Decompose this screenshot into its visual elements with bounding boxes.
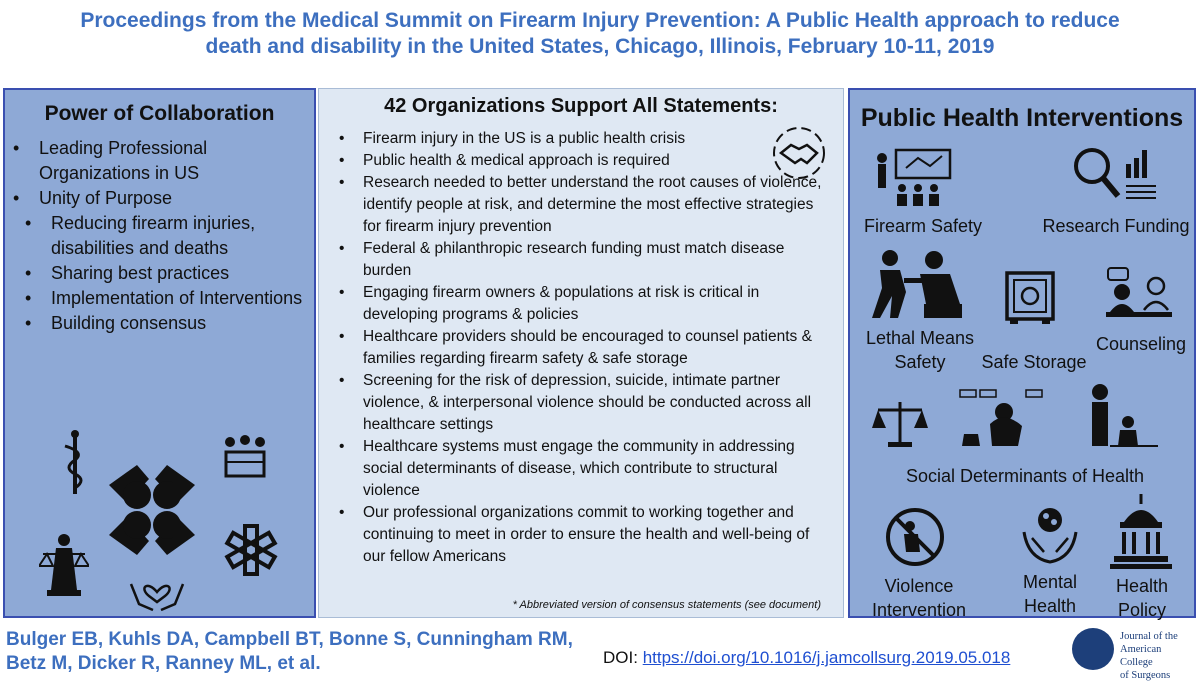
- list-item: • Reducing firearm injuries, disabilities and deaths: [5, 211, 314, 261]
- label-research-funding: Research Funding: [1042, 216, 1190, 236]
- capitol-building-icon: [1110, 494, 1172, 570]
- doi-line: [603, 648, 1010, 668]
- caduceus-icon: [55, 428, 95, 498]
- journal-name: Journal of the American College of Surgeons: [1120, 631, 1178, 681]
- list-item: • Federal & philanthropic research funding must match disease burden: [319, 238, 833, 282]
- collaboration-heading: Power of Collaboration: [44, 102, 275, 125]
- list-item: • Healthcare providers should be encouraged to counsel patients & families regarding firearm safety & safe storage: [319, 326, 833, 370]
- label-counseling: Counseling: [1095, 334, 1187, 354]
- star-of-life-icon: [223, 522, 279, 578]
- label-safe-storage: Safe Storage: [981, 352, 1087, 372]
- label-mental-health: Mental Health: [1022, 572, 1078, 616]
- list-item: • Research needed to better understand the root causes of violence, identify people at risk, and determine the most effective strategies for firearm injury prevention: [319, 172, 833, 238]
- mental-health-icon: [1020, 502, 1080, 566]
- list-item: • Firearm injury in the US is a public health crisis: [319, 128, 833, 150]
- list-item: • Healthcare systems must engage the community in addressing social determinants of disease, which contribute to structural violence: [319, 436, 833, 502]
- interventions-heading: Public Health Interventions: [860, 104, 1184, 132]
- list-item-label: Unity of Purpose: [39, 188, 173, 208]
- doi-link[interactable]: https://doi.org/10.1016/j.jamcollsurg.2019.05.018: [642, 648, 1011, 667]
- label-firearm-safety: Firearm Safety: [863, 216, 983, 236]
- safe-storage-icon: [1004, 270, 1056, 326]
- justice-statue-icon: [39, 530, 89, 600]
- collaboration-list: [5, 136, 314, 211]
- label-social-determinants: Social Determinants of Health: [905, 466, 1145, 486]
- list-item: • Public health & medical approach is required: [319, 150, 833, 172]
- journal-seal-icon: [1072, 628, 1114, 670]
- magnifier-chart-icon: [1070, 144, 1160, 206]
- label-lethal-means-safety: Lethal Means Safety: [865, 328, 975, 372]
- label-health-policy: Health Policy: [1115, 576, 1169, 620]
- statements-heading: 42 Organizations Support All Statements:: [384, 95, 778, 117]
- footnote: * Abbreviated version of consensus statements (see document): [512, 599, 821, 611]
- list-item: • Engaging firearm owners & populations at risk is critical in developing programs & policies: [319, 282, 833, 326]
- list-item: • Building consensus: [5, 311, 314, 336]
- doi-label: DOI:: [603, 648, 638, 667]
- joined-hands-icon: [97, 455, 207, 565]
- homelessness-icon: [956, 386, 1056, 450]
- lethal-means-icon: [868, 248, 966, 320]
- title-line-1: Proceedings from the Medical Summit on Firearm Injury Prevention: A Public Health approach to reduce: [80, 9, 1120, 32]
- violence-intervention-icon: [884, 506, 946, 568]
- list-item: • Screening for the risk of depression, suicide, intimate partner violence, & interpersonal violence should be conducted across all healthcare settings: [319, 370, 833, 436]
- heart-in-hands-icon: [129, 570, 185, 612]
- list-item: [5, 186, 314, 211]
- scales-icon: [872, 398, 928, 448]
- group-meeting-icon: [220, 432, 270, 482]
- label-violence-intervention: Violence Intervention: [871, 576, 967, 620]
- page-title: [0, 8, 1200, 60]
- interventions-panel: [848, 88, 1196, 618]
- statements-list: [319, 128, 843, 568]
- author-list: Bulger EB, Kuhls DA, Campbell BT, Bonne S, Cunningham RM, Betz M, Dicker R, Ranney ML, et al.: [6, 629, 573, 674]
- firearm-training-icon: [872, 148, 952, 208]
- list-item: • Leading Professional Organizations in US: [5, 136, 314, 186]
- list-item: • Sharing best practices: [5, 261, 314, 286]
- title-line-2: death and disability in the United States, Chicago, Illinois, February 10-11, 2019: [205, 35, 995, 58]
- statements-panel: [318, 88, 844, 618]
- poverty-family-icon: [1080, 382, 1160, 450]
- journal-logo: [1072, 628, 1196, 681]
- counseling-icon: [1104, 266, 1174, 326]
- unity-sublist: [5, 211, 314, 336]
- collaboration-panel: [3, 88, 316, 618]
- list-item: • Implementation of Interventions: [5, 286, 314, 311]
- list-item: • Our professional organizations commit to working together and continuing to meet in order to ensure the health and well-being of our fellow Americans: [319, 502, 833, 568]
